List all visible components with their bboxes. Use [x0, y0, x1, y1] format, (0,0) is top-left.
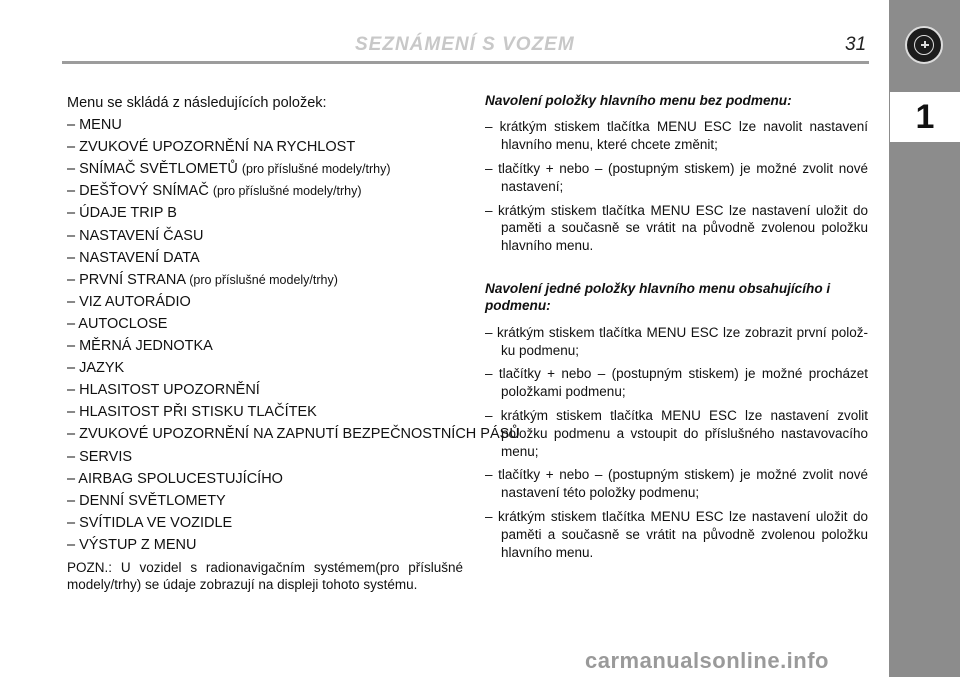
- menu-item-label: – SNÍMAČ SVĚTLOMETŮ: [67, 161, 238, 178]
- menu-item-label: – JAZYK: [67, 360, 125, 377]
- menu-item: [67, 357, 463, 379]
- menu-item-label: – HLASITOST UPOZORNĚNÍ: [67, 382, 260, 399]
- menu-item: [67, 335, 463, 357]
- menu-item-label: – ZVUKOVÉ UPOZORNĚNÍ NA RYCHLOST: [67, 139, 356, 156]
- menu-item-label: – HLASITOST PŘI STISKU TLAČÍTEK: [67, 404, 317, 421]
- menu-item: [67, 225, 463, 247]
- menu-item: [67, 291, 463, 313]
- menu-item: [67, 401, 463, 423]
- menu-item: [67, 247, 463, 269]
- header-divider: [62, 61, 869, 64]
- menu-item-note: (pro příslušné modely/trhy): [241, 162, 391, 177]
- chapter-number: 1: [915, 98, 935, 136]
- menu-item: [67, 468, 463, 490]
- instruction-item: – krátkým stiskem tlačítka MENU ESC lze nastavení uložit do paměti a současně se vrátit na původně zvolenou položku hlavního menu.: [485, 508, 868, 560]
- menu-intro: Menu se skládá z následujících položek:: [67, 95, 327, 111]
- page-title: SEZNÁMENÍ S VOZEM: [355, 34, 575, 55]
- instruction-item: – tlačítky + nebo – (postupným stiskem) je možné procházet položkami podmenu;: [485, 366, 868, 400]
- instructions-without-submenu: [485, 118, 868, 255]
- instruction-item: – tlačítky + nebo – (postupným stiskem) je možné zvolit nové nastavení;: [485, 161, 868, 194]
- badge-ring: [914, 35, 934, 55]
- menu-item-label: – MĚRNÁ JEDNOTKA: [67, 338, 213, 355]
- chapter-tab[interactable]: [890, 92, 960, 142]
- menu-item-label: – DEŠŤOVÝ SNÍMAČ: [67, 183, 209, 200]
- menu-item: [67, 158, 463, 180]
- menu-item-label: – AIRBAG SPOLUCESTUJÍCÍHO: [67, 470, 283, 487]
- menu-item-label: – ZVUKOVÉ UPOZORNĚNÍ NA ZAPNUTÍ BEZPEČNOSTNÍCH PÁSŮ: [67, 426, 520, 443]
- menu-item: [67, 534, 463, 556]
- menu-item: [67, 423, 520, 445]
- menu-item-label: – VÝSTUP Z MENU: [67, 536, 197, 553]
- menu-item-note: (pro příslušné modely/trhy): [189, 272, 338, 287]
- page-number: 31: [845, 34, 867, 55]
- menu-item-label: – PRVNÍ STRANA: [67, 271, 186, 288]
- menu-item: [67, 313, 463, 335]
- right-column: [485, 92, 868, 567]
- menu-item-note: (pro příslušné modely/trhy): [212, 184, 362, 199]
- menu-item-label: – NASTAVENÍ ČASU: [67, 227, 204, 244]
- menu-item-label: – SVÍTIDLA VE VOZIDLE: [67, 514, 233, 531]
- menu-item-label: – ÚDAJE TRIP B: [67, 205, 177, 222]
- menu-item-label: – DENNÍ SVĚTLOMETY: [67, 492, 226, 509]
- menu-item: [67, 490, 463, 512]
- menu-item: [67, 446, 463, 468]
- menu-item-list: [67, 114, 520, 556]
- section-heading-without-submenu: Navolení položky hlavního menu bez podmenu:: [485, 93, 792, 108]
- menu-item-label: – AUTOCLOSE: [67, 315, 168, 332]
- menu-item-label: – SERVIS: [67, 448, 133, 465]
- note-paragraph: POZN.: U vozidel s radionavigačním systémem(pro příslušné modely/trhy) se údaje zobrazují na displeji tohoto systému.: [67, 559, 463, 593]
- instruction-item: – krátkým stiskem tlačítka MENU ESC lze nastavení zvolit položku podmenu a vstoupit do příslušného nastavovacího menu;: [485, 407, 868, 459]
- menu-item: [67, 114, 463, 136]
- alfa-romeo-badge-icon: [905, 26, 943, 64]
- menu-item: [67, 512, 463, 534]
- menu-item: [67, 379, 463, 401]
- menu-item: [67, 202, 463, 224]
- instruction-item: – krátkým stiskem tlačítka MENU ESC lze zobrazit první polož-ku podmenu;: [485, 324, 868, 358]
- menu-item-label: – NASTAVENÍ DATA: [67, 249, 200, 266]
- menu-item-label: – VIZ AUTORÁDIO: [67, 293, 191, 310]
- menu-item: [67, 269, 463, 291]
- instruction-item: – krátkým stiskem tlačítka MENU ESC lze navolit nastavení hlavního menu, které chcete změnit;: [485, 119, 868, 153]
- watermark-text: carmanualsonline.info: [585, 648, 829, 673]
- menu-item: [67, 180, 463, 202]
- menu-item-label: – MENU: [67, 117, 122, 134]
- badge-cross-horizontal: [921, 44, 929, 46]
- section-heading-with-submenu: Navolení jedné položky hlavního menu obsahujícího i podmenu:: [485, 280, 831, 314]
- instruction-item: – tlačítky + nebo – (postupným stiskem) je možné zvolit nové nastavení této položky podmenu;: [485, 467, 868, 501]
- menu-item: [67, 136, 463, 158]
- left-column: [67, 92, 520, 594]
- instructions-with-submenu: [485, 324, 868, 562]
- instruction-item: – krátkým stiskem tlačítka MENU ESC lze nastavení uložit do paměti a současně se vrátit na původně zvolenou položku hlavního menu.: [485, 202, 868, 254]
